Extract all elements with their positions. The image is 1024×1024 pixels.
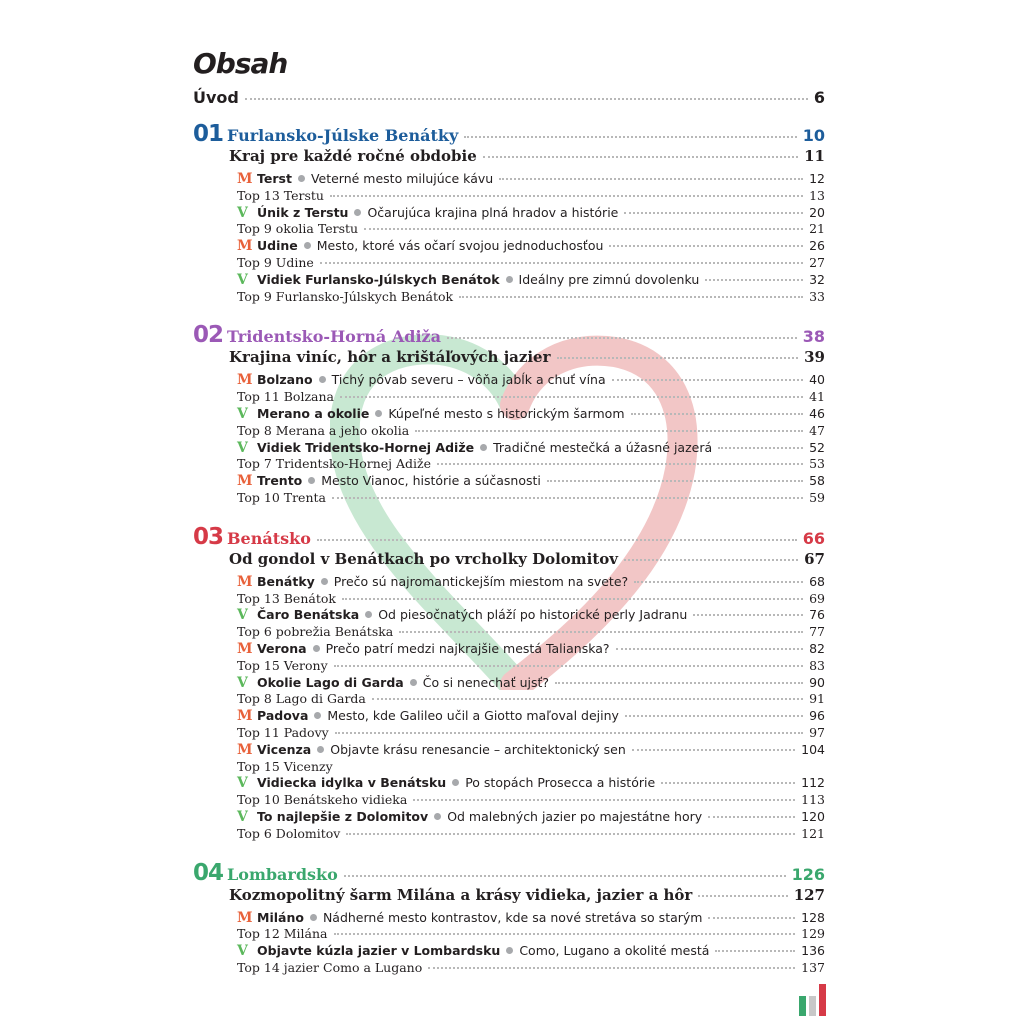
city-tag: M bbox=[237, 573, 253, 590]
bullet-icon bbox=[308, 477, 315, 484]
dot-leader bbox=[499, 178, 803, 180]
chapter-title: Lombardsko bbox=[227, 864, 338, 884]
top-list-entry[interactable] bbox=[193, 792, 825, 809]
entry-page: 129 bbox=[801, 926, 825, 942]
top-list-entry[interactable] bbox=[193, 389, 825, 406]
entry-description: Čo si nenechať ujsť? bbox=[422, 674, 550, 690]
dot-leader bbox=[346, 833, 795, 835]
dot-leader bbox=[332, 497, 803, 499]
entry-description: Od piesočnatých pláží po historické perly Jadranu bbox=[378, 607, 688, 623]
top-list-label: Top 10 Trenta bbox=[237, 489, 326, 505]
top-list-label: Top 10 Benátskeho vidieka bbox=[237, 792, 408, 808]
chapter-number: 04 bbox=[193, 859, 224, 886]
bullet-icon bbox=[298, 175, 305, 182]
top-list-entry[interactable] bbox=[193, 591, 825, 608]
bullet-icon bbox=[506, 276, 513, 283]
toc-entry[interactable] bbox=[193, 440, 825, 457]
top-list-entry[interactable] bbox=[193, 759, 825, 776]
dot-leader bbox=[693, 614, 803, 616]
dot-leader bbox=[705, 279, 803, 281]
chapter-spacer bbox=[193, 305, 825, 315]
section-page: 127 bbox=[793, 885, 825, 904]
chapter-page: 10 bbox=[802, 126, 825, 145]
chapter-title: Furlansko-Júlske Benátky bbox=[227, 126, 459, 145]
section-heading[interactable] bbox=[193, 147, 825, 171]
dot-leader bbox=[698, 895, 787, 897]
entry-page: 96 bbox=[809, 708, 825, 724]
dot-leader bbox=[372, 698, 803, 700]
toc-entry[interactable] bbox=[193, 809, 825, 826]
dot-leader bbox=[464, 136, 796, 138]
entry-description: Mesto Vianoc, histórie a súčasnosti bbox=[321, 473, 541, 489]
table-of-contents bbox=[193, 48, 825, 977]
toc-entry[interactable] bbox=[193, 910, 825, 927]
dot-leader bbox=[459, 296, 803, 298]
top-list-entry[interactable] bbox=[193, 725, 825, 742]
entry-description: Objavte krásu renesancie – architektonický sen bbox=[330, 741, 626, 757]
bullet-icon bbox=[375, 410, 382, 417]
dot-leader bbox=[631, 413, 804, 415]
dot-leader bbox=[661, 782, 795, 784]
dot-leader bbox=[715, 950, 795, 952]
chapter-spacer bbox=[193, 843, 825, 853]
dot-leader bbox=[320, 262, 803, 264]
city-tag: M bbox=[237, 238, 253, 255]
entry-name: Únik z Terstu bbox=[257, 204, 349, 220]
entry-page: 112 bbox=[801, 775, 825, 791]
entry-page: 68 bbox=[809, 573, 825, 589]
dot-leader bbox=[399, 631, 803, 633]
city-tag: M bbox=[237, 909, 253, 926]
section-heading[interactable] bbox=[193, 348, 825, 372]
section-page: 11 bbox=[804, 147, 825, 165]
dot-leader bbox=[340, 396, 803, 398]
entry-description: Nádherné mesto kontrastov, kde sa nové stretáva so starým bbox=[322, 909, 703, 925]
toc-entry[interactable] bbox=[193, 372, 825, 389]
dot-leader bbox=[634, 581, 803, 583]
city-tag: M bbox=[237, 372, 253, 389]
dot-leader bbox=[624, 212, 803, 214]
entry-description: Očarujúca krajina plná hradov a histórie bbox=[367, 204, 619, 220]
entry-page: 128 bbox=[801, 909, 825, 925]
bullet-icon bbox=[365, 611, 372, 618]
city-tag: M bbox=[237, 640, 253, 657]
top-list-entry[interactable] bbox=[193, 926, 825, 943]
entry-description: Mesto, kde Galileo učil a Giotto maľoval dejiny bbox=[327, 708, 619, 724]
chapter-number: 01 bbox=[193, 121, 224, 147]
dot-leader bbox=[708, 816, 795, 818]
entry-description: Tradičné mestečká a úžasné jazerá bbox=[493, 439, 713, 455]
toc-entry[interactable] bbox=[193, 607, 825, 624]
entry-page: 69 bbox=[809, 590, 825, 606]
region-tag: V bbox=[237, 405, 248, 422]
chapter-heading[interactable] bbox=[193, 121, 825, 147]
toc-entry[interactable] bbox=[193, 775, 825, 792]
entry-description: Tichý pôvab severu – vôňa jabĺk a chuť vína bbox=[331, 372, 606, 388]
intro-page: 6 bbox=[813, 88, 825, 107]
toc-entry[interactable] bbox=[193, 406, 825, 423]
toc-entry[interactable] bbox=[193, 943, 825, 960]
top-list-entry[interactable] bbox=[193, 221, 825, 238]
entry-page: 47 bbox=[809, 422, 825, 438]
entry-description: Mesto, ktoré vás očarí svojou jednoduchosťou bbox=[316, 238, 604, 254]
entry-page: 53 bbox=[809, 456, 825, 472]
dot-leader bbox=[609, 245, 803, 247]
bullet-icon bbox=[354, 209, 361, 216]
entry-name: Padova bbox=[257, 708, 309, 724]
dot-leader bbox=[612, 379, 803, 381]
entry-name: Vicenza bbox=[257, 741, 312, 757]
top-list-label: Top 15 Verony bbox=[237, 657, 328, 673]
bullet-icon bbox=[319, 376, 326, 383]
intro-label: Úvod bbox=[193, 88, 239, 107]
chapter-list bbox=[193, 121, 825, 977]
section-heading[interactable] bbox=[193, 550, 825, 574]
top-list-label: Top 9 Furlansko-Júlskych Benátok bbox=[237, 288, 454, 304]
region-tag: V bbox=[237, 808, 248, 825]
region-tag: V bbox=[237, 943, 248, 960]
toc-entry[interactable] bbox=[193, 742, 825, 759]
dot-leader bbox=[428, 967, 795, 969]
entry-page: 27 bbox=[809, 254, 825, 270]
entry-page: 58 bbox=[809, 473, 825, 489]
dot-leader bbox=[718, 447, 803, 449]
dot-leader bbox=[413, 799, 795, 801]
top-list-entry[interactable] bbox=[193, 960, 825, 977]
entry-page: 83 bbox=[809, 657, 825, 673]
entry-page: 137 bbox=[801, 959, 825, 975]
entry-page: 120 bbox=[801, 808, 825, 824]
top-list-label: Top 6 pobrežia Benátska bbox=[237, 624, 394, 640]
entry-name: Objavte kúzla jazier v Lombardsku bbox=[257, 943, 501, 959]
entry-description: Ideálny pre zimnú dovolenku bbox=[518, 271, 700, 287]
top-list-label: Top 9 okolia Terstu bbox=[237, 221, 359, 237]
chapter-title: Benátsko bbox=[227, 528, 311, 548]
entry-page: 41 bbox=[809, 389, 825, 405]
region-tag: V bbox=[237, 271, 248, 288]
toc-intro[interactable] bbox=[193, 88, 825, 114]
entry-page: 121 bbox=[801, 825, 825, 841]
top-list-label: Top 6 Dolomitov bbox=[237, 825, 341, 841]
top-list-label: Top 7 Tridentsko-Hornej Adiže bbox=[237, 456, 432, 472]
entry-name: Benátky bbox=[257, 573, 315, 589]
dot-leader bbox=[447, 337, 797, 339]
bullet-icon bbox=[313, 645, 320, 652]
dot-leader bbox=[334, 665, 803, 667]
top-list-entry[interactable] bbox=[193, 456, 825, 473]
toc-entry[interactable] bbox=[193, 171, 825, 188]
dot-leader bbox=[632, 749, 795, 751]
entry-page: 90 bbox=[809, 674, 825, 690]
toc-entry[interactable] bbox=[193, 205, 825, 222]
toc-entry[interactable] bbox=[193, 574, 825, 591]
entry-page: 52 bbox=[809, 439, 825, 455]
section-page: 39 bbox=[804, 348, 825, 367]
section-page: 67 bbox=[804, 549, 825, 568]
entry-name: Terst bbox=[257, 171, 292, 186]
dot-leader bbox=[334, 933, 796, 935]
top-list-entry[interactable] bbox=[193, 490, 825, 507]
dot-leader bbox=[342, 598, 803, 600]
dot-leader bbox=[555, 682, 803, 684]
entry-page: 97 bbox=[809, 724, 825, 740]
top-list-label: Top 8 Lago di Garda bbox=[237, 691, 366, 707]
dot-leader bbox=[317, 539, 797, 541]
bullet-icon bbox=[434, 813, 441, 820]
city-tag: M bbox=[237, 741, 253, 758]
section-title: Krajina viníc, hôr a krištáľových jazier bbox=[229, 348, 551, 367]
dot-leader bbox=[557, 357, 799, 359]
region-tag: V bbox=[237, 607, 248, 624]
region-tag: V bbox=[237, 674, 248, 691]
entry-page: 46 bbox=[809, 405, 825, 421]
toc-entry[interactable] bbox=[193, 675, 825, 692]
city-tag: M bbox=[237, 473, 253, 490]
toc-entry[interactable] bbox=[193, 473, 825, 490]
bullet-icon bbox=[506, 947, 513, 954]
entry-page: 21 bbox=[809, 221, 825, 237]
region-tag: V bbox=[237, 439, 248, 456]
entry-name: Udine bbox=[257, 238, 298, 254]
top-list-entry[interactable] bbox=[193, 624, 825, 641]
entry-description: Po stopách Prosecca a histórie bbox=[465, 775, 656, 791]
entry-name: Vidiek Tridentsko-Hornej Adiže bbox=[257, 439, 475, 455]
entry-page: 136 bbox=[801, 943, 825, 959]
entry-description: Prečo sú najromantickejším miestom na svete? bbox=[333, 573, 629, 589]
top-list-label: Top 13 Terstu bbox=[237, 187, 324, 203]
chapter-heading[interactable] bbox=[193, 322, 825, 348]
toc-entry[interactable] bbox=[193, 641, 825, 658]
entry-description: Kúpeľné mesto s historickým šarmom bbox=[388, 405, 625, 421]
chapter-page: 66 bbox=[802, 528, 825, 548]
top-list-entry[interactable] bbox=[193, 691, 825, 708]
entry-page: 40 bbox=[809, 372, 825, 388]
entry-page: 12 bbox=[809, 171, 825, 186]
entry-page: 82 bbox=[809, 640, 825, 656]
dot-leader bbox=[547, 480, 803, 482]
italian-flag-icon bbox=[799, 984, 826, 1016]
top-list-label: Top 15 Vicenzy bbox=[237, 758, 333, 774]
bullet-icon bbox=[452, 779, 459, 786]
dot-leader bbox=[483, 156, 798, 158]
entry-description: Como, Lugano a okolité mestá bbox=[519, 943, 710, 959]
toc-entry[interactable] bbox=[193, 708, 825, 725]
entry-name: Bolzano bbox=[257, 372, 313, 388]
entry-description: Od malebných jazier po majestátne hory bbox=[447, 808, 703, 824]
entry-name: Vidiek Furlansko-Júlskych Benátok bbox=[257, 271, 500, 287]
top-list-entry[interactable] bbox=[193, 423, 825, 440]
section-heading[interactable] bbox=[193, 886, 825, 910]
entry-page: 91 bbox=[809, 691, 825, 707]
entry-page: 113 bbox=[801, 792, 825, 808]
page-title: Obsah bbox=[193, 47, 288, 80]
entry-name: Miláno bbox=[257, 909, 304, 925]
entry-name: Čaro Benátska bbox=[257, 607, 360, 623]
section-title: Kozmopolitný šarm Milána a krásy vidieka, jazier a hôr bbox=[229, 885, 693, 904]
city-tag: M bbox=[237, 708, 253, 725]
dot-leader bbox=[335, 732, 803, 734]
entry-page: 32 bbox=[809, 271, 825, 287]
dot-leader bbox=[708, 917, 795, 919]
chapter-number: 03 bbox=[193, 523, 224, 550]
section-title: Od gondol v Benátkach po vrcholky Dolomitov bbox=[229, 549, 619, 568]
chapter-heading[interactable] bbox=[193, 524, 825, 550]
top-list-entry[interactable] bbox=[193, 658, 825, 675]
top-list-entry[interactable] bbox=[193, 826, 825, 843]
chapter-heading[interactable] bbox=[193, 860, 825, 886]
entry-name: Merano a okolie bbox=[257, 405, 370, 421]
chapter-page: 126 bbox=[791, 864, 825, 884]
entry-page: 76 bbox=[809, 607, 825, 623]
entry-page: 13 bbox=[809, 187, 825, 203]
bullet-icon bbox=[304, 242, 311, 249]
chapter-number: 02 bbox=[193, 322, 224, 349]
top-list-label: Top 9 Udine bbox=[237, 254, 314, 270]
entry-page: 104 bbox=[801, 741, 825, 757]
dot-leader bbox=[330, 195, 803, 197]
entry-name: Trento bbox=[257, 473, 303, 489]
entry-description: Veterné mesto milujúce kávu bbox=[310, 171, 494, 186]
city-tag: M bbox=[237, 171, 253, 187]
region-tag: V bbox=[237, 204, 248, 221]
chapter-title: Tridentsko-Horná Adiža bbox=[227, 327, 441, 347]
dot-leader bbox=[625, 715, 803, 717]
top-list-entry[interactable] bbox=[193, 188, 825, 205]
entry-description: Prečo patrí medzi najkrajšie mestá Talianska? bbox=[325, 640, 610, 656]
entry-page: 20 bbox=[809, 204, 825, 220]
top-list-label: Top 8 Merana a jeho okolia bbox=[237, 422, 410, 438]
entry-page: 33 bbox=[809, 288, 825, 304]
entry-page: 77 bbox=[809, 624, 825, 640]
dot-leader bbox=[437, 463, 803, 465]
top-list-entry[interactable] bbox=[193, 255, 825, 272]
entry-name: Verona bbox=[257, 640, 307, 656]
dot-leader bbox=[344, 875, 786, 877]
bullet-icon bbox=[310, 914, 317, 921]
dot-leader bbox=[364, 228, 803, 230]
entry-name: To najlepšie z Dolomitov bbox=[257, 808, 429, 824]
top-list-entry[interactable] bbox=[193, 289, 825, 306]
bullet-icon bbox=[410, 679, 417, 686]
top-list-label: Top 11 Bolzana bbox=[237, 389, 334, 405]
section-title: Kraj pre každé ročné obdobie bbox=[229, 147, 477, 165]
bullet-icon bbox=[314, 712, 321, 719]
entry-page: 26 bbox=[809, 238, 825, 254]
chapter-spacer bbox=[193, 507, 825, 517]
bullet-icon bbox=[317, 746, 324, 753]
top-list-label: Top 11 Padovy bbox=[237, 724, 329, 740]
top-list-label: Top 14 jazier Como a Lugano bbox=[237, 959, 423, 975]
entry-name: Okolie Lago di Garda bbox=[257, 674, 404, 690]
bullet-icon bbox=[480, 444, 487, 451]
entry-name: Vidiecka idylka v Benátsku bbox=[257, 775, 447, 791]
top-list-label: Top 13 Benátok bbox=[237, 590, 336, 606]
dot-leader bbox=[245, 98, 808, 100]
top-list-label: Top 12 Milána bbox=[237, 926, 328, 942]
dot-leader bbox=[624, 559, 798, 561]
bullet-icon bbox=[321, 578, 328, 585]
region-tag: V bbox=[237, 775, 248, 792]
toc-entry[interactable] bbox=[193, 238, 825, 255]
dot-leader bbox=[415, 430, 803, 432]
toc-entry[interactable] bbox=[193, 272, 825, 289]
chapter-page: 38 bbox=[802, 327, 825, 347]
entry-page: 59 bbox=[809, 489, 825, 505]
dot-leader bbox=[616, 648, 804, 650]
